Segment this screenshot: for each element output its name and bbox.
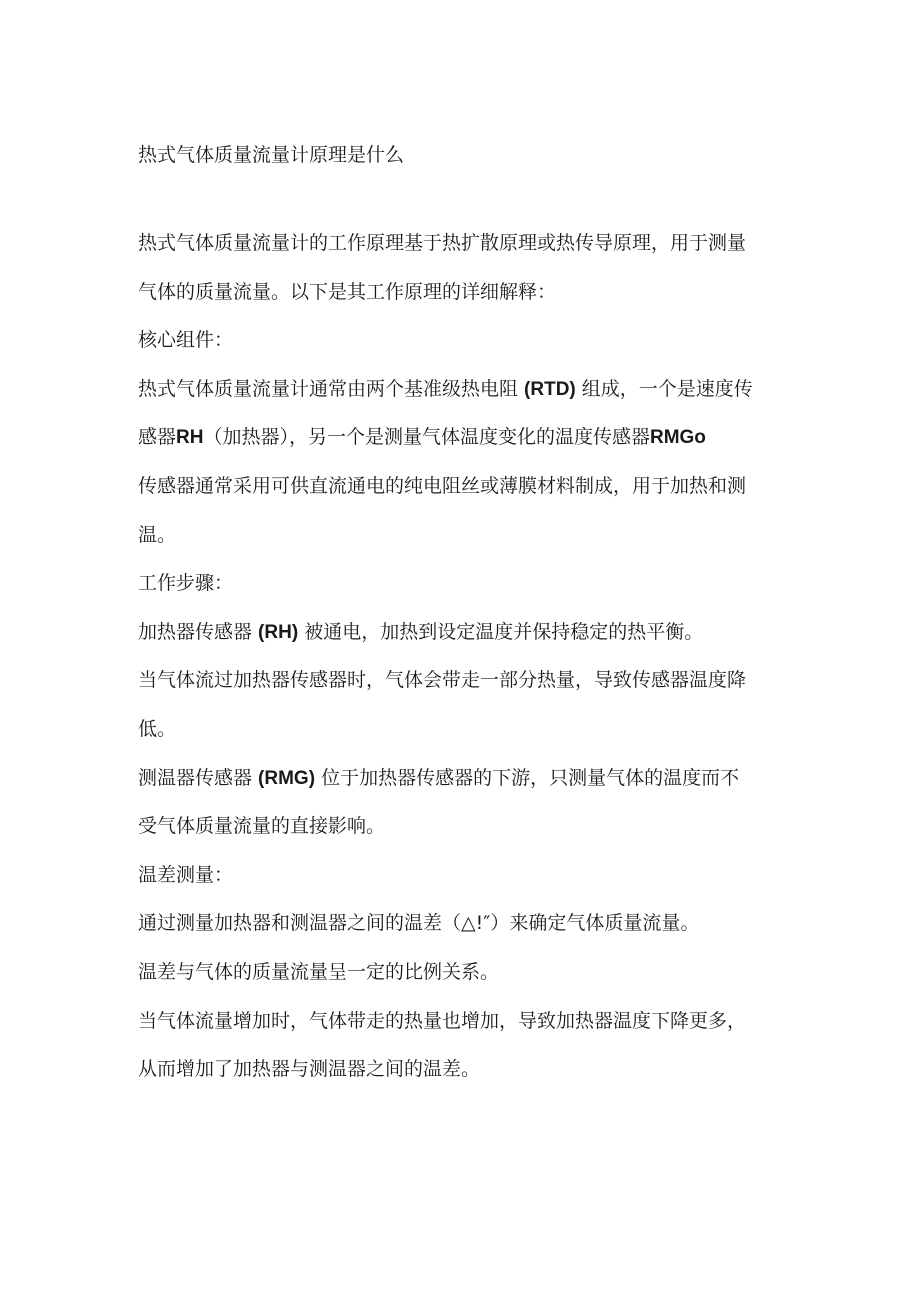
- bold-term: RH: [176, 427, 204, 449]
- paragraph-line: 通过测量加热器和测温器之间的温差（△!″）来确定气体质量流量。: [138, 912, 700, 935]
- paragraph-line: 测温器传感器 (RMG) 位于加热器传感器的下游，只测量气体的温度而不: [138, 766, 740, 789]
- bold-term: RMGo: [649, 427, 706, 449]
- paragraph-line: 受气体质量流量的直接影响。: [138, 815, 386, 838]
- paragraph-line: 低。: [138, 717, 177, 740]
- paragraph-line: 温。: [138, 523, 177, 546]
- paragraph-line: 加热器传感器 (RH) 被通电，加热到设定温度并保持稳定的热平衡。: [138, 620, 704, 643]
- paragraph-line: 当气体流量增加时，气体带走的热量也增加，导致加热器温度下降更多，: [138, 1009, 747, 1032]
- paragraph-line: 从而增加了加热器与测温器之间的温差。: [138, 1058, 481, 1081]
- paragraph-line: 工作步骤：: [138, 572, 234, 595]
- paragraph-line: 核心组件：: [138, 329, 234, 352]
- paragraph-line: 传感器通常采用可供直流通电的纯电阻丝或薄膜材料制成，用于加热和测: [138, 474, 747, 497]
- bold-term: (RH): [258, 621, 299, 643]
- document-title: 热式气体质量流量计原理是什么: [138, 144, 405, 166]
- bold-term: (RMG): [258, 767, 316, 789]
- paragraph-line: 气体的质量流量。以下是其工作原理的详细解释：: [138, 280, 557, 303]
- paragraph-line: 温差测量：: [138, 863, 234, 886]
- bold-term: (RTD): [524, 378, 576, 400]
- paragraph-line: 温差与气体的质量流量呈一定的比例关系。: [138, 960, 500, 983]
- paragraph-line: 感器RH（加热器），另一个是测量气体温度变化的温度传感器RMGo: [138, 426, 706, 449]
- paragraph-line: 热式气体质量流量计通常由两个基准级热电阻 (RTD) 组成，一个是速度传: [138, 377, 753, 400]
- document-body: [138, 228, 798, 1103]
- paragraph-line: 当气体流过加热器传感器时，气体会带走一部分热量，导致传感器温度降: [138, 669, 747, 692]
- paragraph-line: 热式气体质量流量计的工作原理基于热扩散原理或热传导原理，用于测量: [138, 232, 747, 254]
